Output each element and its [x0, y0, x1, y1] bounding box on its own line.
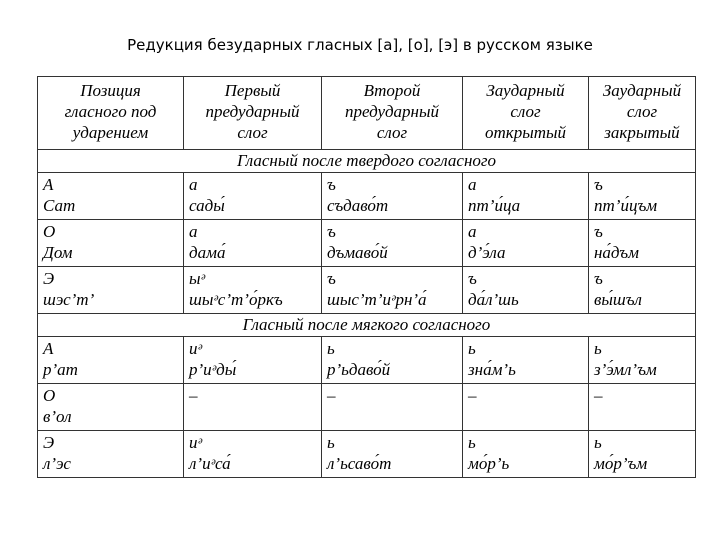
cell-example: съдаво́т — [327, 196, 389, 215]
cell-example: мо́р’ь — [468, 454, 510, 473]
header-line: гласного под — [64, 102, 157, 121]
table-cell — [184, 337, 322, 384]
cell-vowel: А — [43, 175, 54, 194]
cell-example: мо́р’ъм — [594, 454, 648, 473]
table-cell — [463, 431, 589, 478]
table-cell — [589, 267, 696, 314]
cell-example: л’иᵊса́ — [189, 454, 231, 473]
header-line: Заударный — [486, 81, 565, 100]
cell-example: л’ьсаво́т — [327, 454, 392, 473]
cell-vowel: ь — [468, 433, 476, 452]
cell-vowel: ъ — [327, 175, 336, 194]
table-cell — [38, 337, 184, 384]
cell-vowel: иᵊ — [189, 339, 202, 358]
table-cell — [589, 431, 696, 478]
cell-example: р’ьдаво́й — [327, 360, 391, 379]
cell-vowel: ь — [327, 339, 335, 358]
cell-example: да́л’шь — [468, 290, 519, 309]
section-row — [38, 314, 696, 337]
table-cell — [463, 384, 589, 431]
cell-example: д’э́ла — [468, 243, 506, 262]
header-line: Заударный — [602, 81, 682, 100]
cell-example: Сат — [43, 196, 76, 215]
section-row — [38, 150, 696, 173]
cell-vowel: ь — [468, 339, 476, 358]
table-cell — [589, 173, 696, 220]
vowel-reduction-table — [37, 76, 696, 478]
cell-vowel: О — [43, 222, 56, 241]
page-title: Редукция безударных гласных [а], [о], [э] в русском языке — [127, 36, 593, 54]
header-cell-second-pretonic — [322, 77, 463, 150]
cell-example: сады́ — [189, 196, 225, 215]
header-cell-first-pretonic — [184, 77, 322, 150]
cell-vowel: а — [189, 222, 198, 241]
table-cell — [463, 220, 589, 267]
table-row — [38, 267, 696, 314]
cell-example: з’э́мл’ъм — [594, 360, 657, 379]
cell-example: Дом — [43, 243, 73, 262]
table-cell — [463, 337, 589, 384]
cell-vowel: ь — [594, 433, 602, 452]
cell-example: р’ат — [43, 360, 78, 379]
header-line: закрытый — [604, 123, 680, 142]
header-line: слог — [626, 102, 658, 121]
cell-example: л’эс — [43, 454, 71, 473]
header-line: Позиция — [80, 81, 141, 100]
header-line: Первый — [224, 81, 281, 100]
table-cell — [589, 220, 696, 267]
cell-vowel: ъ — [468, 269, 477, 288]
table-cell — [184, 431, 322, 478]
header-cell-position — [38, 77, 184, 150]
cell-vowel: а — [189, 175, 198, 194]
table-cell — [184, 173, 322, 220]
table-cell — [184, 267, 322, 314]
cell-vowel: ыᵊ — [189, 269, 205, 288]
cell-vowel: Э — [43, 269, 55, 288]
header-cell-posttonic-open — [463, 77, 589, 150]
table-cell — [38, 384, 184, 431]
cell-vowel: ъ — [327, 222, 336, 241]
cell-vowel: О — [43, 386, 56, 405]
cell-vowel: ь — [327, 433, 335, 452]
section-label: Гласный после мягкого согласного — [38, 314, 696, 337]
header-line: слог — [376, 123, 408, 142]
header-line: Второй — [363, 81, 421, 100]
cell-example: пт’и́цъм — [594, 196, 658, 215]
table-row — [38, 173, 696, 220]
table-cell — [322, 220, 463, 267]
cell-vowel: Э — [43, 433, 55, 452]
header-line: предударный — [344, 102, 440, 121]
cell-vowel: ъ — [594, 175, 603, 194]
cell-example: дама́ — [189, 243, 226, 262]
cell-vowel: иᵊ — [189, 433, 202, 452]
table-cell — [38, 431, 184, 478]
cell-example: р’иᵊды́ — [189, 360, 237, 379]
table-cell — [463, 267, 589, 314]
cell-example: в’ол — [43, 407, 72, 426]
header-line: предударный — [205, 102, 300, 121]
cell-example: шэс’т’ — [43, 290, 95, 309]
cell-vowel: – — [189, 386, 198, 405]
table-cell — [322, 173, 463, 220]
table-cell — [38, 173, 184, 220]
cell-vowel: – — [468, 386, 477, 405]
table-cell — [38, 267, 184, 314]
table-body — [38, 150, 696, 478]
header-row — [38, 77, 696, 150]
cell-example: шыᵊс’т’о́ркъ — [189, 290, 283, 309]
cell-vowel: ь — [594, 339, 602, 358]
cell-vowel: а — [468, 222, 477, 241]
table-cell — [184, 220, 322, 267]
table-cell — [589, 384, 696, 431]
table-row — [38, 337, 696, 384]
table-row — [38, 431, 696, 478]
cell-vowel: а — [468, 175, 477, 194]
table-cell — [322, 337, 463, 384]
header-line: слог — [237, 123, 268, 142]
header-cell-posttonic-closed — [589, 77, 696, 150]
cell-example: дъмаво́й — [327, 243, 388, 262]
header-line: ударением — [72, 123, 149, 142]
header-line: открытый — [484, 123, 567, 142]
table-cell — [322, 267, 463, 314]
table-cell — [184, 384, 322, 431]
cell-vowel: ъ — [594, 269, 603, 288]
cell-vowel: – — [327, 386, 336, 405]
table-cell — [38, 220, 184, 267]
section-label: Гласный после твердого согласного — [38, 150, 696, 173]
cell-example: зна́м’ь — [468, 360, 516, 379]
table-cell — [322, 431, 463, 478]
cell-vowel: ъ — [594, 222, 603, 241]
cell-vowel: – — [594, 386, 603, 405]
cell-vowel: А — [43, 339, 54, 358]
cell-example: на́дъм — [594, 243, 639, 262]
cell-example: вы́шъл — [594, 290, 642, 309]
cell-example: шыс’т’иᵊрн’а́ — [327, 290, 427, 309]
table-row — [38, 384, 696, 431]
cell-vowel: ъ — [327, 269, 336, 288]
table-cell — [322, 384, 463, 431]
table-row — [38, 220, 696, 267]
cell-example: пт’и́ца — [468, 196, 521, 215]
header-line: слог — [510, 102, 541, 121]
table-cell — [463, 173, 589, 220]
table-cell — [589, 337, 696, 384]
